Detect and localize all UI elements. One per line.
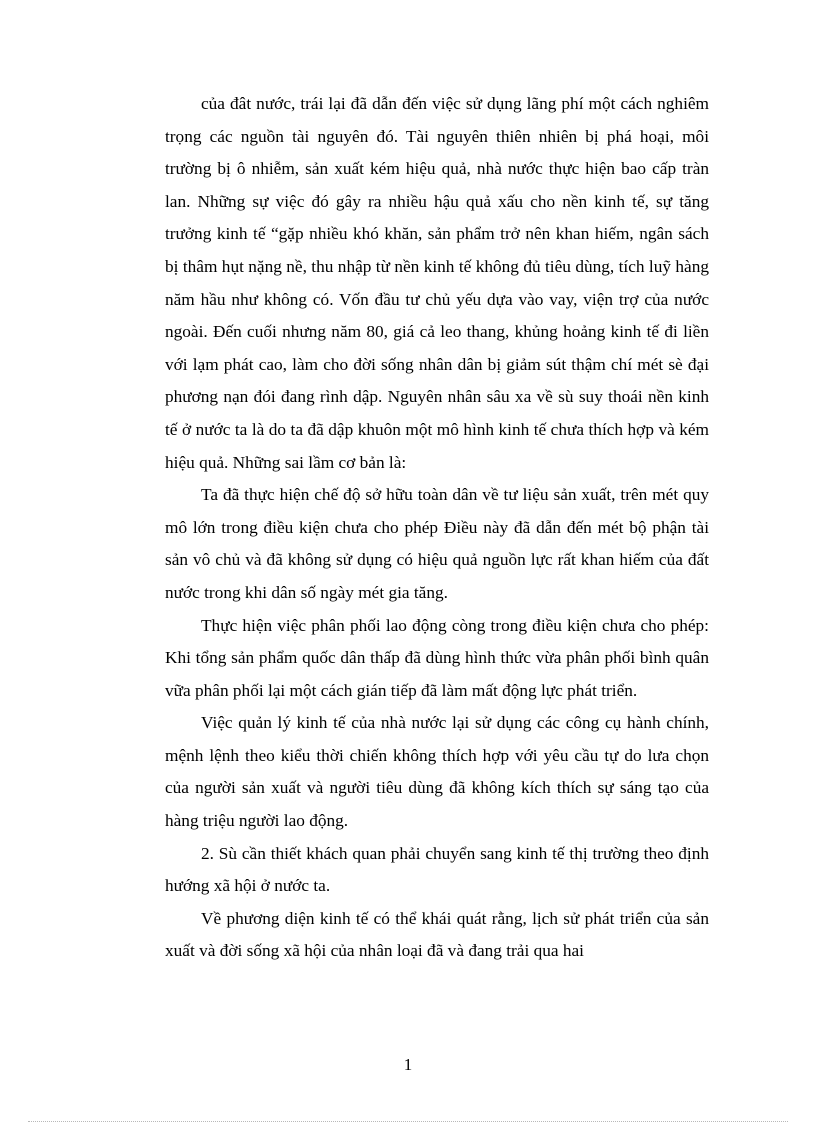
- paragraph-1: của đât nước, trái lại đã dẫn đến việc sử dụng lãng phí một cách nghiêm trọng các nguồn tài nguyên đó. Tài nguyên thiên nhiên bị phá hoại, môi trường bị ô nhiễm, sản xuất kém hiệu quả, nhà nước thực hiện bao cấp tràn lan. Những sự việc đó gây ra nhiều hậu quả xấu cho nền kinh tế, sự tăng trưởng kinh tế “gặp nhiều khó khăn, sản phẩm trở nên khan hiếm, ngân sách bị thâm hụt nặng nề, thu nhập từ nền kinh tế không đủ tiêu dùng, tích luỹ hàng năm hầu như không có. Vốn đầu tư chủ yếu dựa vào vay, viện trợ của nước ngoài. Đến cuối nhưng năm 80, giá cả leo thang, khủng hoảng kinh tế đi liền với lạm phát cao, làm cho đời sống nhân dân bị giảm sút thậm chí mét sè đại phương nạn đói đang rình dập. Nguyên nhân sâu xa về sù suy thoái nền kinh tế ở nước ta là do ta đã dập khuôn một mô hình kinh tế chưa thích hợp và kém hiệu quả. Những sai lầm cơ bản là:: [165, 94, 709, 472]
- page-number: 1: [403, 1055, 413, 1074]
- paragraph-4: Việc quản lý kinh tế của nhà nước lại sử dụng các công cụ hành chính, mệnh lệnh theo kiểu thời chiến không thích hợp với yêu cầu tự do lưa chọn của người sản xuất và người tiêu dùng đã không kích thích sự sáng tạo của hàng triệu người lao động.: [165, 713, 709, 831]
- body-text: [165, 88, 709, 968]
- paragraph-3: Thực hiện việc phân phối lao động còng trong điều kiện chưa cho phép: Khi tổng sản phẩm quốc dân thấp đã dùng hình thức vừa phân phối bình quân vữa phân phối lại một cách gián tiếp đã làm mất động lực phát triển.: [165, 615, 709, 700]
- page-bottom-edge: [28, 1121, 788, 1122]
- paragraph-5-heading: 2. Sù cần thiết khách quan phải chuyển sang kinh tế thị trường theo định hướng xã hội ở nước ta.: [165, 843, 709, 896]
- paragraph-6: Về phương diện kinh tế có thể khái quát rằng, lịch sử phát triển của sản xuất và đời sống xã hội của nhân loại đã và đang trải qua hai: [165, 908, 709, 961]
- paragraph-2: Ta đã thực hiện chế độ sở hữu toàn dân về tư liệu sản xuất, trên mét quy mô lớn trong điều kiện chưa cho phép Điều này đã dẫn đến mét bộ phận tài sản vô chủ và đã không sử dụng có hiệu quả nguồn lực rất khan hiếm của đất nước trong khi dân số ngày mét gia tăng.: [165, 485, 709, 602]
